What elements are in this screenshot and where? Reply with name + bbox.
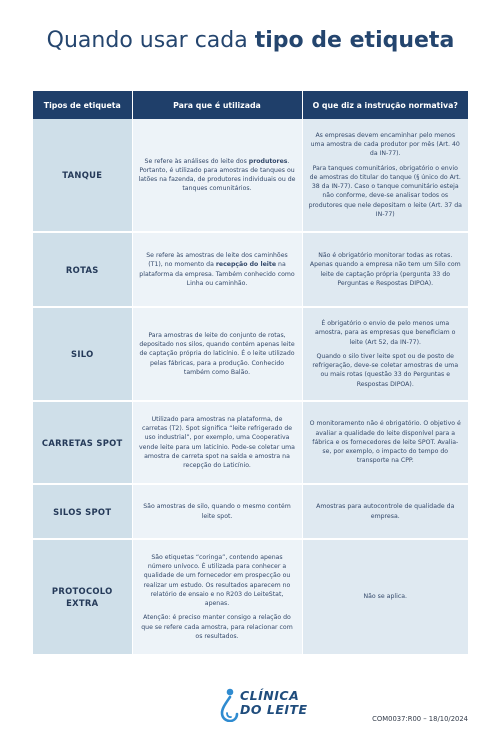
title-prefix: Quando usar cada	[46, 28, 255, 53]
type-cell: CARRETAS SPOT	[33, 401, 132, 484]
rule-paragraph: As empresas devem encaminhar pelo menos uma amostra de cada produtor por mês (Art. 40 da IN-77).	[310, 132, 460, 158]
type-cell: SILOS SPOT	[33, 484, 132, 539]
type-line: PROTOCOLO	[51, 586, 113, 596]
rule-cell: Não se aplica.	[302, 539, 468, 655]
use-cell: São amostras de silo, quando o mesmo contém leite spot.	[132, 484, 302, 539]
use-highlight: recepção do leite	[215, 261, 277, 269]
type-cell: TANQUE	[33, 119, 132, 232]
table-row-tanque	[33, 119, 468, 232]
use-cell	[132, 539, 302, 655]
rule-cell	[302, 232, 468, 307]
header-label-types: Tipos de etiqueta	[33, 91, 132, 119]
table-row-silo	[33, 307, 468, 401]
document-code: COM0037:R00 – 18/10/2024	[372, 715, 468, 723]
rule-paragraph: É obrigatório o envio de pelo menos uma amostra, para as empresas que beneficiam o leite (Art 52, da IN-77).	[315, 320, 456, 346]
type-cell: ROTAS	[33, 232, 132, 307]
use-paragraph: São etiquetas “coringa”, contendo apenas número unívoco. É utilizada para conhecer a qualidade de um fornecedor em prospecção ou realizar um estudo. Os resultados aparecem no relatório de ensaio e no R203 do LeiteStat, apenas.	[143, 554, 291, 608]
use-text: Se refere às amostras de leite dos caminhões (T1), no momento da	[146, 252, 288, 269]
header-normative: O que diz a instrução normativa?	[302, 91, 468, 119]
use-highlight: produtores	[248, 157, 288, 165]
logo-wordmark	[240, 689, 308, 717]
table-row-protocolo-extra	[33, 539, 468, 655]
page-title	[0, 28, 501, 53]
use-text-end: na plataforma da empresa. Também conhecido como Linha ou caminhão.	[139, 261, 295, 287]
rule-cell	[302, 307, 468, 401]
rule-paragraph: Não é obrigatório monitorar todas as rotas. Apenas quando a empresa não tem um Silo com leite de captação própria (pergunta 33 do Perguntas e Respostas DIPOA).	[309, 252, 461, 287]
type-line: EXTRA	[66, 598, 99, 608]
rule-cell	[302, 119, 468, 232]
use-cell	[132, 119, 302, 232]
header-purpose: Para que é utilizada	[132, 91, 302, 119]
use-paragraph: Atenção: é preciso manter consigo a relação do que se refere cada amostra, para relacionar com os resultados.	[141, 614, 293, 640]
table-row-rotas	[33, 232, 468, 307]
label-types-table	[33, 91, 468, 656]
rule-cell: Amostras para autocontrole de qualidade da empresa.	[302, 484, 468, 539]
rule-cell: O monitoramento não é obrigatório. O objetivo é avaliar a qualidade do leite disponível para a fábrica e os fornecedores de leite SPOT. Avalia-se, por exemplo, o impacto do tempo do transporte na CPP.	[302, 401, 468, 484]
use-text-end: . Portanto, é utilizado para amostras de tanques ou latões na fazenda, de produtores individuais ou de tanques comunitários.	[138, 157, 296, 193]
table-row-silos-spot	[33, 484, 468, 539]
rule-paragraph: Quando o silo tiver leite spot ou de posto de refrigeração, deve-se coletar amostras de uma ou mais rotas (questão 33 do Perguntas e Respostas DIPOA).	[312, 352, 459, 388]
type-cell	[33, 539, 132, 655]
logo-line-2: DO LEITE	[240, 702, 308, 717]
clinica-do-leite-logo	[219, 688, 329, 724]
use-cell: Utilizado para amostras na plataforma, de carretas (T2). Spot significa “leite refrigerado de uso industrial”, por exemplo, uma Cooperativa vende leite para um laticínio. Pode-se coletar uma amostra de carreta spot na saída e amostra na recepção do Laticínio.	[132, 401, 302, 484]
rule-paragraph: Para tanques comunitários, obrigatório o envio de amostras do titular do tanque (§ único do Art. 38 da IN-77). Caso o tanque comunitário esteja não conforme, deve-se analisar todos os produtores que nele depositam o leite (Art. 37 da IN-77)	[308, 164, 462, 218]
table-row-carretas-spot	[33, 401, 468, 484]
title-emphasis: tipo de etiqueta	[254, 28, 455, 53]
logo-line-1: CLÍNICA	[240, 688, 300, 703]
type-cell: SILO	[33, 307, 132, 401]
table-header-row	[33, 91, 468, 119]
milk-drop-person-icon	[219, 688, 239, 722]
use-text: Se refere às análises do leite dos	[144, 157, 249, 165]
use-cell	[132, 232, 302, 307]
use-cell: Para amostras de leite do conjunto de rotas, depositado nos silos, quando contém apenas leite de captação própria do laticínio. É o leite utilizado pelas fábricas, para a produção. Conhecido também como Balão.	[132, 307, 302, 401]
